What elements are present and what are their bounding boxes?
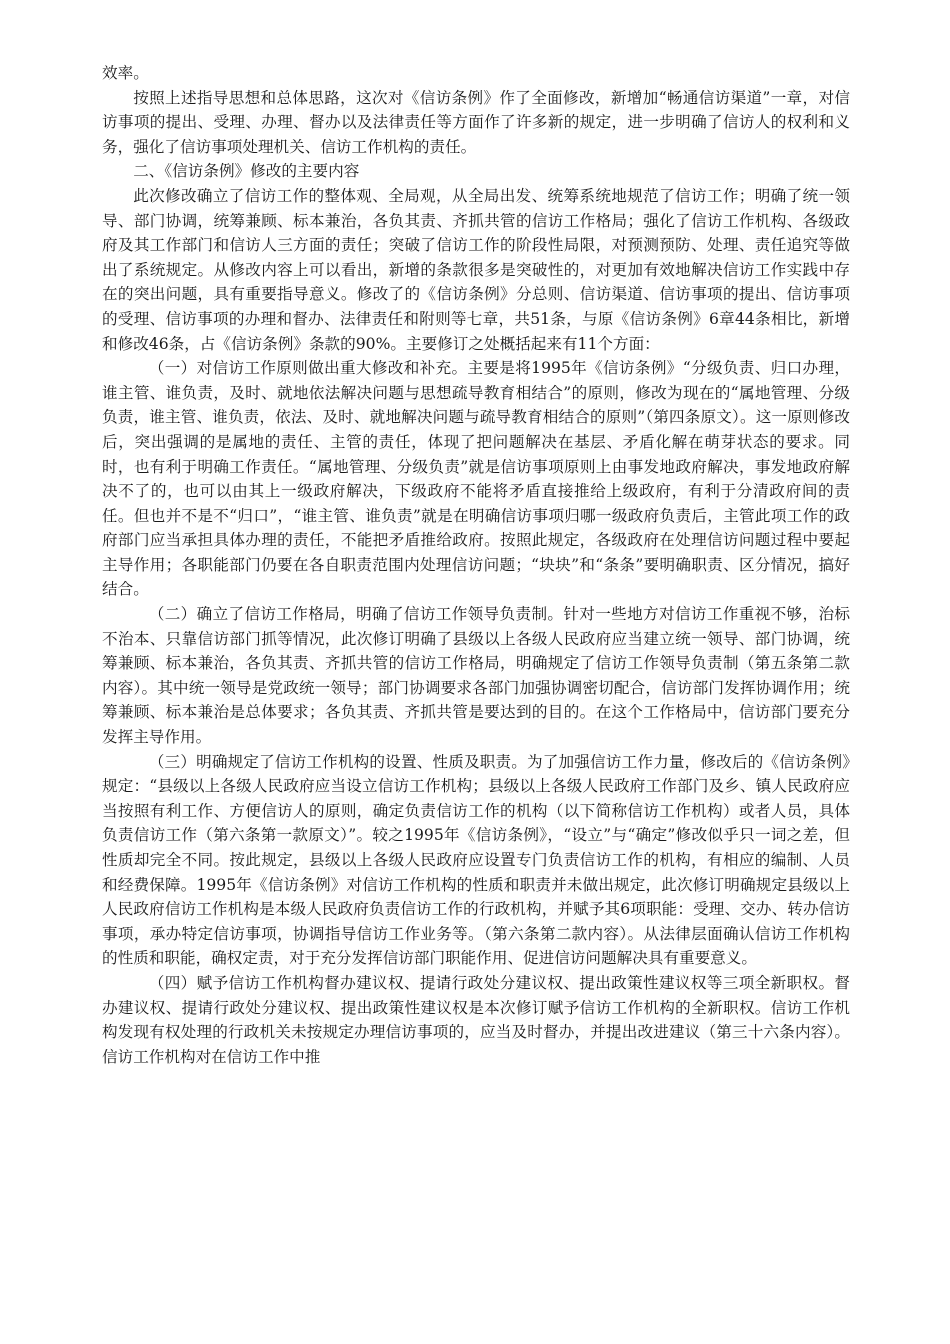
paragraph: （三）明确规定了信访工作机构的设置、性质及职责。为了加强信访工作力量，修改后的《信访条例》规定：“县级以上各级人民政府应当设立信访工作机构；县级以上各级人民政府工作部门及乡、镇人民政府应当按照有利工作、方便信访人的原则，确定负责信访工作的机构（以下简称信访工作机构）或者人员，具体负责信访工作（第六条第一款原文）”。较之1995年《信访条例》，“设立”与“确定”修改似乎只一词之差，但性质却完全不同。按此规定，县级以上各级人民政府应设置专门负责信访工作的机构，有相应的编制、人员和经费保障。1995年《信访条例》对信访工作机构的性质和职责并未做出规定，此次修订明确规定县级以上人民政府信访工作机构是本级人民政府负责信访工作的行政机构，并赋予其6项职能：受理、交办、转办信访事项，承办特定信访事项，协调指导信访工作业务等。（第六条第二款内容）。从法律层面确认信访工作机构的性质和职能，确权定责，对于充分发挥信访部门职能作用、促进信访问题解决具有重要意义。 [102,752,851,968]
paragraph: 按照上述指导思想和总体思路，这次对《信访条例》作了全面修改，新增加“畅通信访渠道”一章，对信访事项的提出、受理、办理、督办以及法律责任等方面作了许多新的规定，进一步明确了信访人的权利和义务，强化了信访事项处理机关、信访工作机构的责任。 [102,88,850,156]
document-page [102,61,850,1069]
paragraph: （一）对信访工作原则做出重大修改和补充。主要是将1995年《信访条例》“分级负责、归口办理，谁主管、谁负责，及时、就地依法解决问题与思想疏导教育相结合”的原则，修改为现在的“属地管理、分级负责，谁主管、谁负责，依法、及时、就地解决问题与疏导教育相结合的原则”（第四条原文）。这一原则修改后，突出强调的是属地的责任、主管的责任，体现了把问题解决在基层、矛盾化解在萌芽状态的要求。同时，也有利于明确工作责任。“属地管理、分级负责”就是信访事项原则上由事发地政府解决，事发地政府解决不了的，也可以由其上一级政府解决，下级政府不能将矛盾直接推给上级政府，有利于分清政府间的责任。但也并不是不“归口”，“谁主管、谁负责”就是在明确信访事项归哪一级政府负责后，主管此项工作的政府部门应当承担具体办理的责任，不能把矛盾推给政府。按照此规定，各级政府在处理信访问题过程中要起主导作用；各职能部门仍要在各自职责范围内处理信访问题；“块块”和“条条”要明确职责、区分情况，搞好结合。 [102,359,850,599]
paragraph-continuation: 效率。 [102,64,149,82]
paragraph: （二）确立了信访工作格局，明确了信访工作领导负责制。针对一些地方对信访工作重视不够，治标不治本、只靠信访部门抓等情况，此次修订明确了县级以上各级人民政府应当建立统一领导、部门协调，统筹兼顾、标本兼治，各负其责、齐抓共管的信访工作格局，明确规定了信访工作领导负责制（第五条第二款内容）。其中统一领导是党政统一领导；部门协调要求各部门加强协调密切配合，信访部门发挥协调作用；统筹兼顾、标本兼治是总体要求；各负其责、齐抓共管是要达到的目的。在这个工作格局中，信访部门要充分发挥主导作用。 [102,605,850,747]
paragraph: （四）赋予信访工作机构督办建议权、提请行政处分建议权、提出政策性建议权等三项全新职权。督办建议权、提请行政处分建议权、提出政策性建议权是本次修订赋予信访工作机构的全新职权。信访工作机构发现有权处理的行政机关未按规定办理信访事项的，应当及时督办，并提出改进建议（第三十六条内容）。信访工作机构对在信访工作中推 [102,973,850,1066]
section-heading: 二、《信访条例》修改的主要内容 [133,162,360,181]
paragraph: 此次修改确立了信访工作的整体观、全局观，从全局出发、统筹系统地规范了信访工作；明确了统一领导、部门协调，统筹兼顾、标本兼治，各负其责、齐抓共管的信访工作格局；强化了信访工作机构、各级政府及其工作部门和信访人三方面的责任；突破了信访工作的阶段性局限，对预测预防、处理、责任追究等做出了系统规定。从修改内容上可以看出，新增的条款很多是突破性的，对更加有效地解决信访工作实践中存在的突出问题，具有重要指导意义。修改了的《信访条例》分总则、信访渠道、信访事项的提出、信访事项的受理、信访事项的办理和督办、法律责任和附则等七章，共51条，与原《信访条例》6章44条相比，新增和修改46条，占《信访条例》条款的90%。主要修订之处概括起来有11个方面： [102,186,850,353]
